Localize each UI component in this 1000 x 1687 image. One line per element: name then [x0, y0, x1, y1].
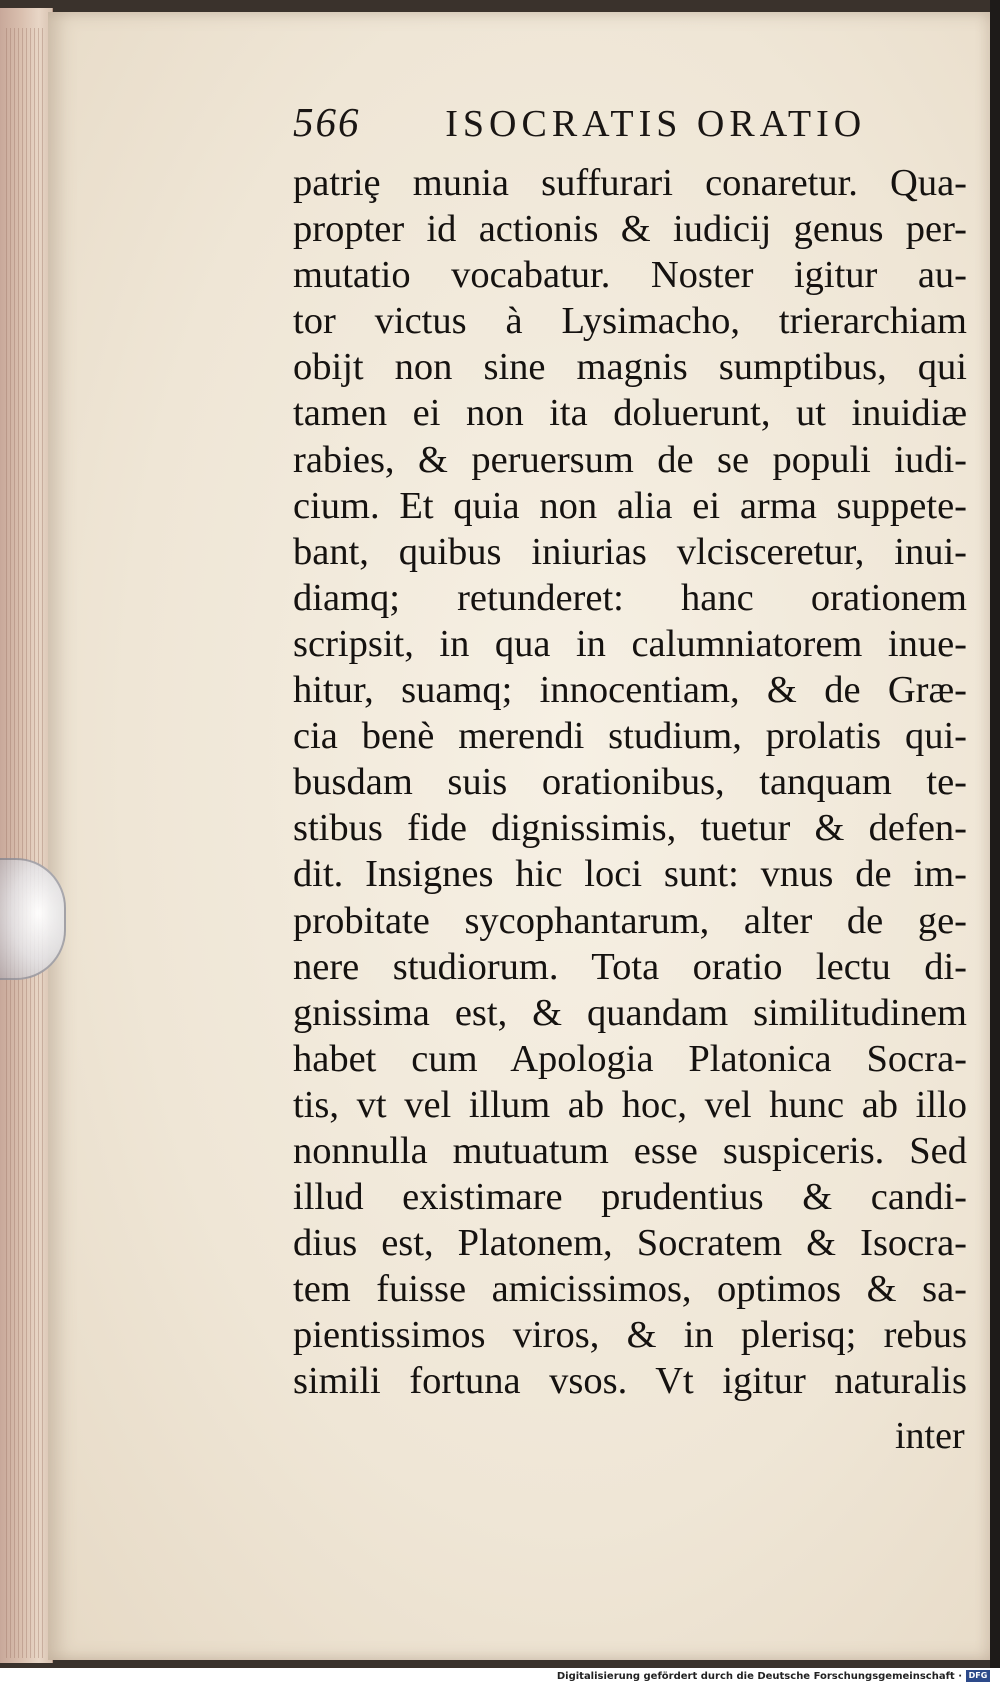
page-edge-lines: [6, 28, 46, 1658]
book-page-edges: [0, 8, 53, 1663]
text-line: patriȩ munia suffurari conaretur. Qua-: [293, 162, 967, 204]
text-line: nere studiorum. Tota oratio lectu di-: [293, 945, 967, 988]
text-line: mutatio vocabatur. Noster igitur au-: [293, 254, 967, 297]
text-line: cia benè merendi studium, prolatis qui-: [293, 715, 967, 758]
dfg-logo-icon: DFG: [966, 1670, 990, 1682]
page-number: 566: [293, 99, 361, 145]
text-line: busdam suis orationibus, tanquam te-: [293, 761, 967, 804]
text-line: tis, vt vel illum ab hoc, vel hunc ab illo: [293, 1083, 967, 1126]
text-line: illud existimare prudentius & candi-: [293, 1176, 967, 1219]
body-text: [293, 160, 967, 1405]
digitization-credit: Digitalisierung gefördert durch die Deutsche Forschungsgemeinschaft ·: [556, 1671, 962, 1682]
text-line: tor victus à Lysimacho, trierarchiam: [293, 300, 967, 343]
text-line: cium. Et quia non alia ei arma suppete-: [293, 484, 967, 527]
running-title: ISOCRATIS ORATIO: [445, 103, 867, 145]
catchword: inter: [895, 1415, 965, 1457]
text-line: obijt non sine magnis sumptibus, qui: [293, 346, 967, 389]
text-line: bant, quibus iniurias vlcisceretur, inui-: [293, 530, 967, 573]
text-line: pientissimos viros, & in plerisq; rebus: [293, 1314, 967, 1357]
text-line: nonnulla mutuatum esse suspiceris. Sed: [293, 1129, 967, 1172]
text-line: tamen ei non ita doluerunt, ut inuidiæ: [293, 392, 967, 435]
text-line: tem fuisse amicissimos, optimos & sa-: [293, 1268, 967, 1311]
text-line: rabies, & peruersum de se populi iudi-: [293, 438, 967, 481]
page-header: [293, 98, 903, 148]
text-line: gnissima est, & quandam similitudinem: [293, 991, 967, 1034]
text-line: scripsit, in qua in calumniatorem inue-: [293, 622, 967, 665]
text-line: dius est, Platonem, Socratem & Isocra-: [293, 1222, 967, 1265]
text-line: hitur, suamq; innocentiam, & de Græ-: [293, 669, 967, 712]
text-line: dit. Insignes hic loci sunt: vnus de im-: [293, 853, 967, 896]
text-line: stibus fide dignissimis, tuetur & defen-: [293, 807, 967, 850]
text-line: diamq; retunderet: hanc orationem: [293, 576, 967, 619]
text-line: propter id actionis & iudicij genus per-: [293, 208, 967, 251]
text-line: probitate sycophantarum, alter de ge-: [293, 899, 967, 942]
text-line: simili fortuna vsos. Vt igitur naturalis: [293, 1360, 967, 1403]
text-line: habet cum Apologia Platonica Socra-: [293, 1037, 967, 1080]
scan-right-border: [990, 0, 1000, 1687]
